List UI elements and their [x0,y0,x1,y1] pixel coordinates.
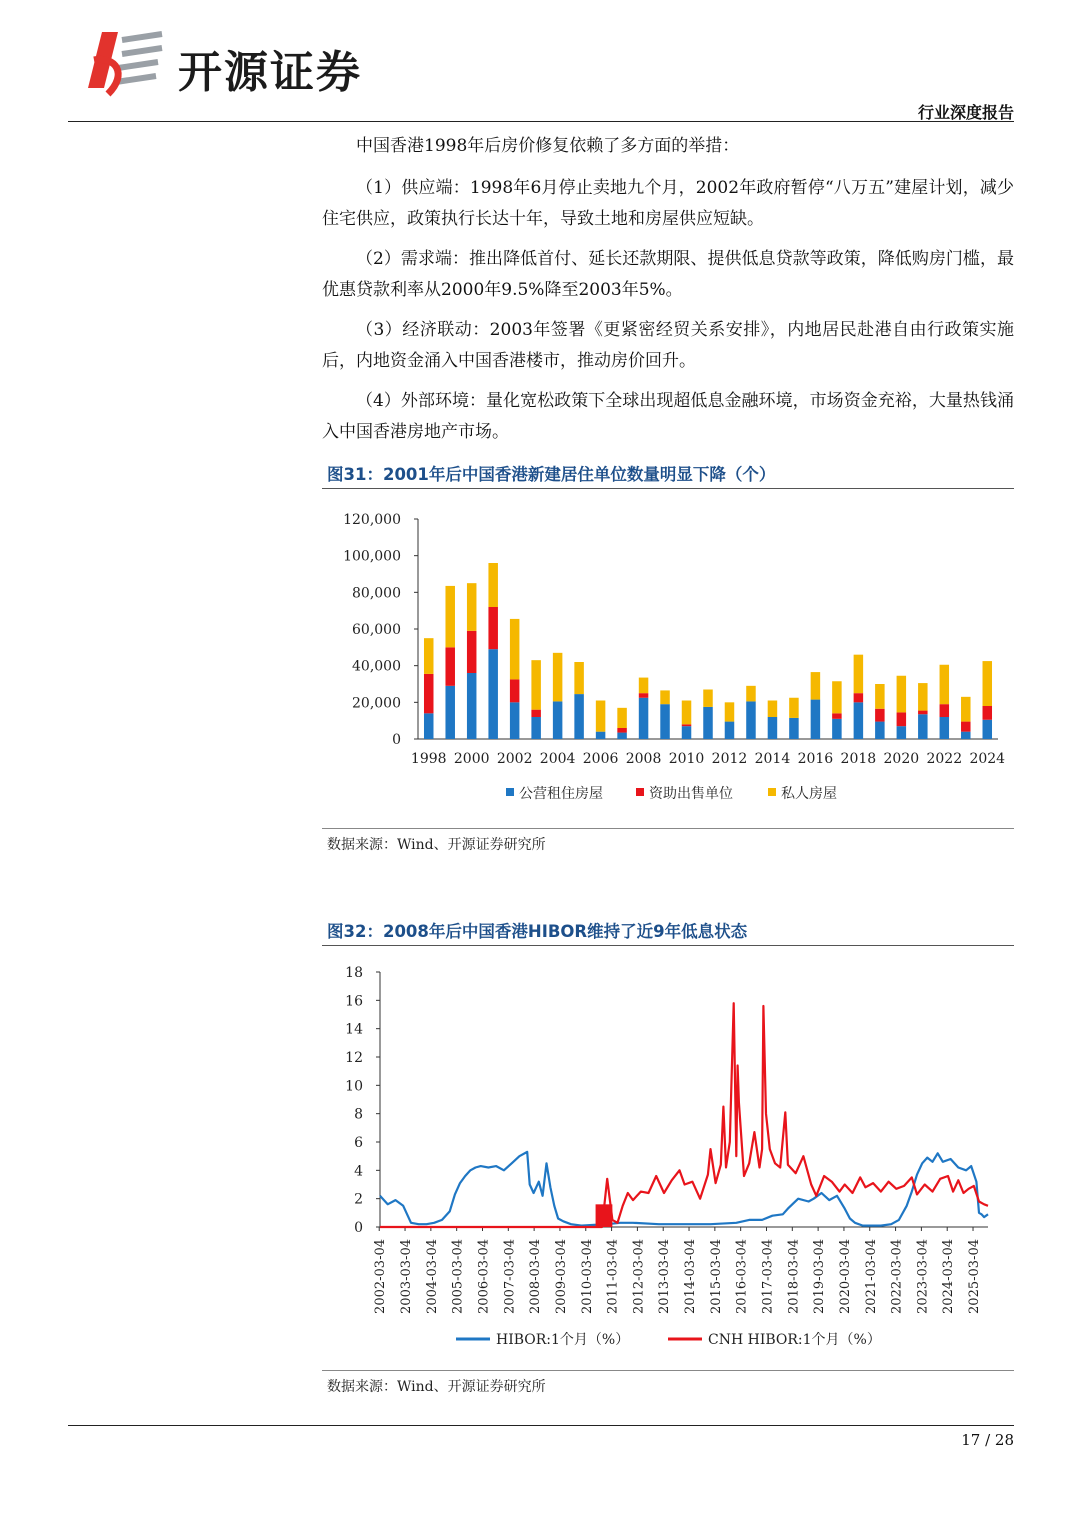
bar-y-tick-label: 60,000 [352,622,401,638]
bar-x-tick-label: 1998 [410,751,447,767]
bar-segment [768,717,778,739]
bar-x-tick-label: 2004 [539,751,576,767]
paragraph-demand: （2）需求端：推出降低首付、延长还款期限、提供低息贷款等政策，降低购房门槛，最优惠贷款利率从2000年9.5%降至2003年5%。 [322,249,1014,300]
bar-segment [854,655,864,694]
bar-segment [445,647,455,686]
bar-y-tick-label: 0 [392,732,401,748]
bar-segment [897,712,907,726]
line-y-tick-label: 2 [354,1191,363,1208]
legend-swatch [636,788,644,796]
bar-segment [940,704,950,717]
bar-x-tick-label: 2012 [711,751,748,767]
bar-segment [510,702,520,739]
bar-segment [531,710,541,717]
bar-segment [617,733,627,739]
line-y-tick-label: 10 [345,1078,363,1095]
line-x-tick-label: 2003-03-04 [399,1239,415,1314]
bar-x-tick-label: 2008 [625,751,662,767]
figure31-bar-chart [322,500,1014,815]
bar-segment [510,619,520,679]
bar-segment [789,698,799,718]
line-x-tick-label: 2020-03-04 [837,1239,853,1314]
bar-segment [832,713,842,719]
bar-x-tick-label: 2006 [582,751,619,767]
bar-segment [961,722,971,732]
figure31-bottom-rule [322,828,1014,829]
bar-segment [832,681,842,713]
paragraph-intro: 中国香港1998年后房价修复依赖了多方面的举措： [356,136,740,156]
line-x-tick-label: 2022-03-04 [889,1239,905,1314]
bar-x-tick-label: 2024 [969,751,1006,767]
bar-segment [617,708,627,728]
figure31-top-rule [322,488,1014,489]
bar-segment [424,674,434,713]
bar-segment [983,720,993,739]
bar-segment [918,711,928,715]
bar-segment [488,649,498,739]
legend-swatch [768,788,776,796]
figure32-title: 图32：2008年后中国香港HIBOR维持了近9年低息状态 [327,922,748,941]
bar-segment [660,690,670,704]
cnh-hibor-dense-block [596,1204,613,1227]
line-x-tick-label: 2008-03-04 [528,1239,544,1314]
bar-x-tick-label: 2002 [496,751,533,767]
bar-segment [596,701,606,732]
bar-segment [811,700,821,739]
bar-segment [897,676,907,713]
bar-segment [789,718,799,739]
line-x-tick-label: 2004-03-04 [424,1239,440,1314]
bar-segment [940,665,950,704]
legend-label: 公营租住房屋 [519,786,603,802]
bar-segment [531,717,541,739]
bar-segment [682,724,692,726]
figure31-title: 图31：2001年后中国香港新建居住单位数量明显下降（个） [327,465,776,484]
bar-y-tick-label: 20,000 [352,695,401,712]
bar-x-tick-label: 2018 [840,751,877,767]
line-x-tick-label: 2017-03-04 [760,1239,776,1314]
bar-y-tick-label: 100,000 [343,548,401,565]
bar-x-tick-label: 2014 [754,751,791,767]
page-number: 17 / 28 [961,1431,1014,1449]
bar-segment [424,713,434,739]
bar-x-tick-label: 2022 [926,751,963,767]
figure31-source: 数据来源：Wind、开源证券研究所 [327,837,546,853]
line-x-tick-label: 2009-03-04 [553,1239,569,1314]
bar-segment [746,686,756,702]
line-y-tick-label: 12 [345,1050,363,1066]
line-x-tick-label: 2024-03-04 [941,1239,957,1314]
bar-segment [940,717,950,739]
bar-segment [875,684,885,709]
bar-segment [918,714,928,739]
figure32-source: 数据来源：Wind、开源证券研究所 [327,1379,546,1395]
bar-x-tick-label: 2016 [797,751,834,767]
bar-segment [725,702,735,721]
line-x-tick-label: 2002-03-04 [373,1239,389,1314]
bar-segment [725,722,735,739]
line-y-tick-label: 4 [354,1163,363,1180]
line-y-tick-label: 8 [354,1106,363,1123]
bar-x-tick-label: 2020 [883,751,920,767]
bar-segment [467,631,477,673]
bar-segment [768,701,778,718]
bar-segment [488,607,498,649]
bar-y-tick-label: 120,000 [343,512,401,528]
figure32-line-chart [322,955,1014,1360]
legend-swatch [506,788,514,796]
line-y-tick-label: 0 [354,1220,363,1236]
bar-segment [660,704,670,739]
header-divider [68,121,1014,122]
legend-label: 资助出售单位 [649,786,733,802]
bar-segment [703,690,713,707]
paragraph-economy: （3）经济联动：2003年签署《更紧密经贸关系安排》，内地居民赴港自由行政策实施后，内地资金涌入中国香港楼市，推动房价回升。 [322,320,1014,371]
bar-segment [832,719,842,739]
bar-y-tick-label: 40,000 [352,658,401,675]
bar-x-tick-label: 2000 [453,751,490,767]
bar-segment [574,694,584,739]
bar-segment [983,706,993,720]
line-x-tick-label: 2010-03-04 [579,1239,595,1314]
bar-segment [875,722,885,739]
line-x-tick-label: 2025-03-04 [967,1239,983,1314]
bar-segment [961,697,971,722]
bar-segment [596,732,606,739]
bar-x-tick-label: 2010 [668,751,705,767]
bar-segment [682,701,692,725]
paragraph-supply: （1）供应端：1998年6月停止卖地九个月，2002年政府暂停“八万五”建屋计划，减少住宅供应，政策执行长达十年，导致土地和房屋供应短缺。 [322,178,1014,229]
bar-segment [510,679,520,702]
figure32-bottom-rule [322,1370,1014,1371]
bar-segment [854,693,864,702]
line-x-tick-label: 2018-03-04 [786,1239,802,1314]
line-x-tick-label: 2015-03-04 [708,1239,724,1314]
cnh-hibor-line [380,1003,988,1227]
bar-segment [574,662,584,694]
line-x-tick-label: 2011-03-04 [605,1239,621,1314]
legend-label: HIBOR:1个月（%） [496,1332,630,1348]
bar-segment [854,702,864,739]
bar-segment [897,726,907,739]
bar-segment [488,563,498,607]
bar-segment [617,728,627,733]
bar-segment [918,683,928,711]
line-x-tick-label: 2013-03-04 [657,1239,673,1314]
footer-divider [68,1425,1014,1426]
paragraph-external: （4）外部环境：量化宽松政策下全球出现超低息金融环境，市场资金充裕，大量热钱涌入中国香港房地产市场。 [322,391,1014,442]
legend-label: 私人房屋 [781,786,837,802]
bar-segment [875,709,885,722]
bar-segment [445,686,455,739]
bar-segment [553,653,563,702]
line-x-tick-label: 2006-03-04 [476,1239,492,1314]
line-x-tick-label: 2005-03-04 [450,1239,466,1314]
line-y-tick-label: 14 [345,1021,363,1038]
bar-segment [961,732,971,739]
bar-segment [467,673,477,739]
line-y-tick-label: 18 [345,965,363,981]
bar-y-tick-label: 80,000 [352,585,401,602]
line-x-tick-label: 2014-03-04 [683,1239,699,1314]
line-x-tick-label: 2007-03-04 [502,1239,518,1314]
bar-segment [811,672,821,700]
bar-segment [445,586,455,647]
bar-segment [639,678,649,694]
line-x-tick-label: 2016-03-04 [734,1239,750,1314]
bar-segment [983,661,993,706]
report-type-label: 行业深度报告 [917,103,1014,122]
bar-segment [531,660,541,710]
line-x-tick-label: 2012-03-04 [631,1239,647,1314]
line-x-tick-label: 2019-03-04 [812,1239,828,1314]
line-y-tick-label: 16 [345,993,363,1010]
line-x-tick-label: 2023-03-04 [915,1239,931,1314]
bar-segment [639,693,649,698]
bar-segment [553,701,563,739]
line-y-tick-label: 6 [354,1135,363,1151]
figure32-top-rule [322,945,1014,946]
bar-segment [639,698,649,739]
bar-segment [424,638,434,674]
line-x-tick-label: 2021-03-04 [863,1239,879,1314]
company-name: 开源证券 [178,47,362,98]
legend-label: CNH HIBOR:1个月（%） [708,1332,881,1348]
company-logo-icon [88,30,168,100]
bar-segment [746,701,756,739]
bar-segment [682,726,692,739]
bar-segment [467,583,477,631]
bar-segment [703,707,713,739]
